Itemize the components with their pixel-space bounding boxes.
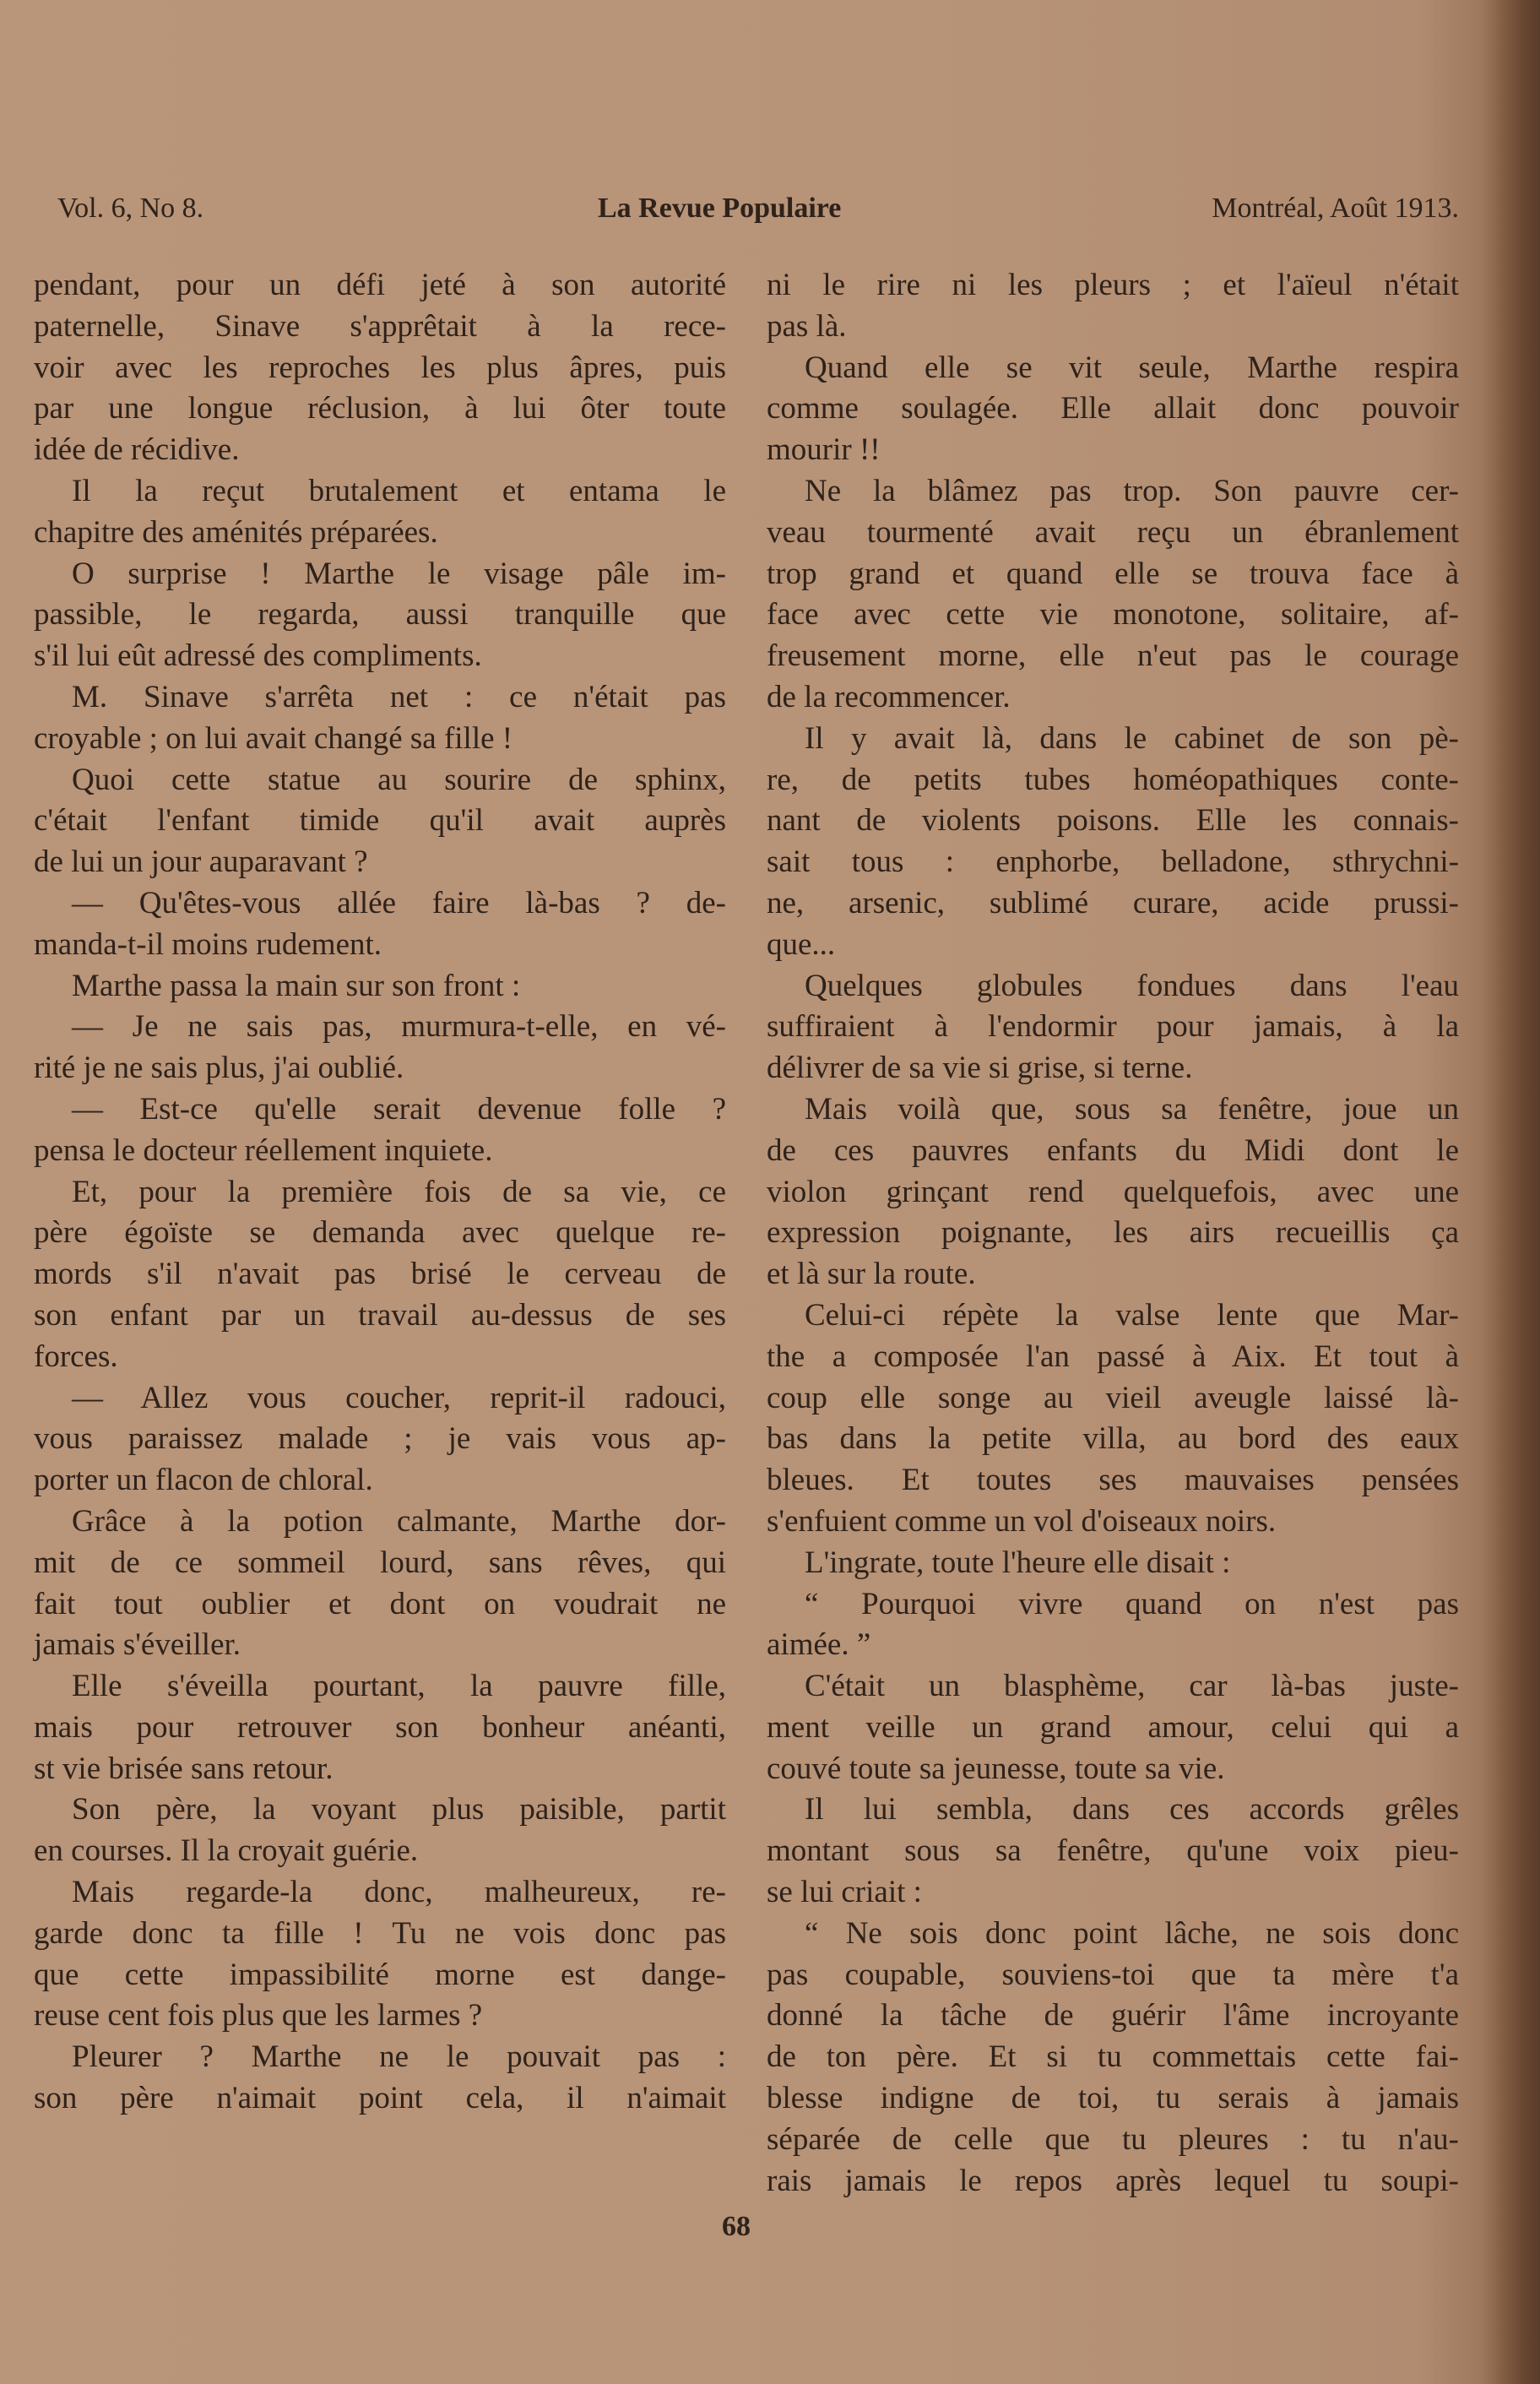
running-header [57,193,1459,236]
text-line: Marthe passa la main sur son front : [72,968,521,1003]
text-line: ni le rire ni les pleurs ; et l'aïeul n'était [767,268,1459,302]
text-line: Quoi cette statue au sourire de sphinx, [72,762,726,797]
text-line: — Allez vous coucher, reprit-il radouci, [72,1380,726,1415]
text-line: coup elle songe au vieil aveugle laissé là- [767,1380,1459,1415]
text-line: Mais regarde-la donc, malheureux, re- [72,1875,726,1910]
text-line: paternelle, Sinave s'apprêtait à la rece- [34,308,726,344]
text-line: — Qu'êtes-vous allée faire là-bas ? de- [72,885,726,920]
text-line: bas dans la petite villa, au bord des eaux [767,1421,1459,1457]
text-line: L'ingrate, toute l'heure elle disait : [805,1545,1231,1580]
text-line: en courses. Il la croyait guérie. [34,1833,419,1869]
text-line: rité je ne sais plus, j'ai oublié. [34,1051,404,1086]
text-line: mit de ce sommeil lourd, sans rêves, qui [34,1545,726,1580]
text-line: son enfant par un travail au-dessus de ses [34,1297,726,1333]
text-line: garde donc ta fille ! Tu ne vois donc pas [34,1915,726,1951]
text-line: Mais voilà que, sous sa fenêtre, joue un [805,1091,1459,1127]
text-line: père égoïste se demanda avec quelque re- [34,1215,726,1251]
text-line: Grâce à la potion calmante, Marthe dor- [72,1503,726,1539]
text-line: de la recommencer. [767,679,1011,714]
text-line: vous paraissez malade ; je vais vous ap- [34,1421,726,1457]
text-line: fait tout oublier et dont on voudrait ne [34,1586,726,1621]
text-line: reuse cent fois plus que les larmes ? [34,1998,483,2034]
text-line: rais jamais le repos après lequel tu soupi- [767,2163,1459,2198]
text-line: veau tourmenté avait reçu un ébranlement [767,514,1459,550]
text-line: re, de petits tubes homéopathiques conte- [767,762,1459,797]
text-line: couvé toute sa jeunesse, toute sa vie. [767,1751,1225,1786]
text-line: O surprise ! Marthe le visage pâle im- [72,556,726,591]
text-line: Ne la blâmez pas trop. Son pauvre cer- [805,473,1459,508]
text-line: — Est-ce qu'elle serait devenue folle ? [72,1091,726,1127]
text-line: “ Pourquoi vivre quand on n'est pas [805,1586,1459,1621]
text-line: st vie brisée sans retour. [34,1751,333,1786]
text-line: chapitre des aménités préparées. [34,514,438,550]
text-line: délivrer de sa vie si grise, si terne. [767,1051,1193,1086]
text-line: bleues. Et toutes ses mauvaises pensées [767,1463,1459,1498]
text-line: ment veille un grand amour, celui qui a [767,1709,1459,1745]
text-line: M. Sinave s'arrêta net : ce n'était pas [72,679,726,714]
text-line: Quelques globules fondues dans l'eau [805,968,1459,1003]
text-line: pas là. [767,308,847,344]
text-line: Pleurer ? Marthe ne le pouvait pas : [72,2039,726,2075]
text-line: C'était un blasphème, car là-bas juste- [805,1669,1459,1704]
text-line: séparée de celle que tu pleures : tu n'au- [767,2121,1459,2157]
text-line: aimée. ” [767,1627,871,1663]
text-line: Elle s'éveilla pourtant, la pauvre fille, [72,1669,726,1704]
text-line: jamais s'éveiller. [34,1627,241,1663]
text-line: violon grinçant rend quelquefois, avec une [767,1174,1459,1209]
text-line: de ton père. Et si tu commettais cette fai- [767,2039,1459,2075]
text-line: et là sur la route. [767,1257,976,1292]
text-line: freusement morne, elle n'eut pas le courage [767,638,1459,674]
text-line: pendant, pour un défi jeté à son autorité [34,268,726,302]
text-line: mords s'il n'avait pas brisé le cerveau de [34,1257,726,1292]
text-line: que... [767,926,836,962]
text-line: suffiraient à l'endormir pour jamais, à la [767,1009,1459,1045]
text-line: idée de récidive. [34,432,240,468]
text-line: sait tous : enphorbe, belladone, sthrychni- [767,844,1459,880]
text-line: Celui-ci répète la valse lente que Mar- [805,1297,1459,1333]
text-line: donné la tâche de guérir l'âme incroyante [767,1998,1459,2034]
text-line: voir avec les reproches les plus âpres, puis [34,350,726,385]
text-line: nant de violents poisons. Elle les connais- [767,803,1459,839]
page-edge-shadow [1481,0,1540,2384]
text-line: expression poignante, les airs recueillis ça [767,1215,1459,1251]
text-line: de ces pauvres enfants du Midi dont le [767,1132,1459,1168]
text-line: forces. [34,1339,118,1374]
text-line: ne, arsenic, sublimé curare, acide prussi- [767,885,1459,920]
text-line: pas coupable, souviens-toi que ta mère t'a [767,1957,1459,1992]
text-line: blesse indigne de toi, tu serais à jamais [767,2081,1459,2116]
header-place-date: Montréal, Août 1913. [1212,193,1459,224]
text-line: passible, le regarda, aussi tranquille que [34,597,726,633]
text-line: manda-t-il moins rudement. [34,926,382,962]
text-line: porter un flacon de chloral. [34,1463,373,1498]
text-line: de lui un jour auparavant ? [34,844,368,880]
text-line: Et, pour la première fois de sa vie, ce [72,1174,726,1209]
text-line: mais pour retrouver son bonheur anéanti, [34,1709,726,1745]
text-line: Quand elle se vit seule, Marthe respira [805,350,1459,385]
left-column [34,265,726,2120]
header-volume: Vol. 6, No 8. [57,193,204,224]
text-line: face avec cette vie monotone, solitaire, af- [767,597,1459,633]
text-line: the a composée l'an passé à Aix. Et tout à [767,1339,1459,1374]
text-line: Il lui sembla, dans ces accords grêles [805,1792,1459,1827]
text-line: s'il lui eût adressé des compliments. [34,638,482,674]
text-line: croyable ; on lui avait changé sa fille ! [34,720,513,756]
text-line: trop grand et quand elle se trouva face à [767,556,1459,591]
text-line: mourir !! [767,432,881,468]
text-line: Il la reçut brutalement et entama le [72,473,726,508]
page-number: 68 [722,2211,751,2242]
header-magazine-title: La Revue Populaire [598,193,842,224]
text-line: Son père, la voyant plus paisible, partit [72,1792,726,1827]
text-line: Il y avait là, dans le cabinet de son pè- [805,720,1459,756]
text-line: s'enfuient comme un vol d'oiseaux noirs. [767,1503,1277,1539]
text-line: montant sous sa fenêtre, qu'une voix pieu- [767,1833,1459,1869]
text-line: par une longue réclusion, à lui ôter toute [34,391,726,426]
text-line: comme soulagée. Elle allait donc pouvoir [767,391,1459,426]
text-line: — Je ne sais pas, murmura-t-elle, en vé- [72,1009,726,1045]
text-line: “ Ne sois donc point lâche, ne sois donc [805,1915,1459,1951]
right-column [767,265,1459,2202]
text-line: se lui criait : [767,1875,922,1910]
text-line: que cette impassibilité morne est dange- [34,1957,726,1992]
text-line: pensa le docteur réellement inquiete. [34,1132,493,1168]
text-line: son père n'aimait point cela, il n'aimait [34,2081,726,2116]
text-line: c'était l'enfant timide qu'il avait auprès [34,803,726,839]
